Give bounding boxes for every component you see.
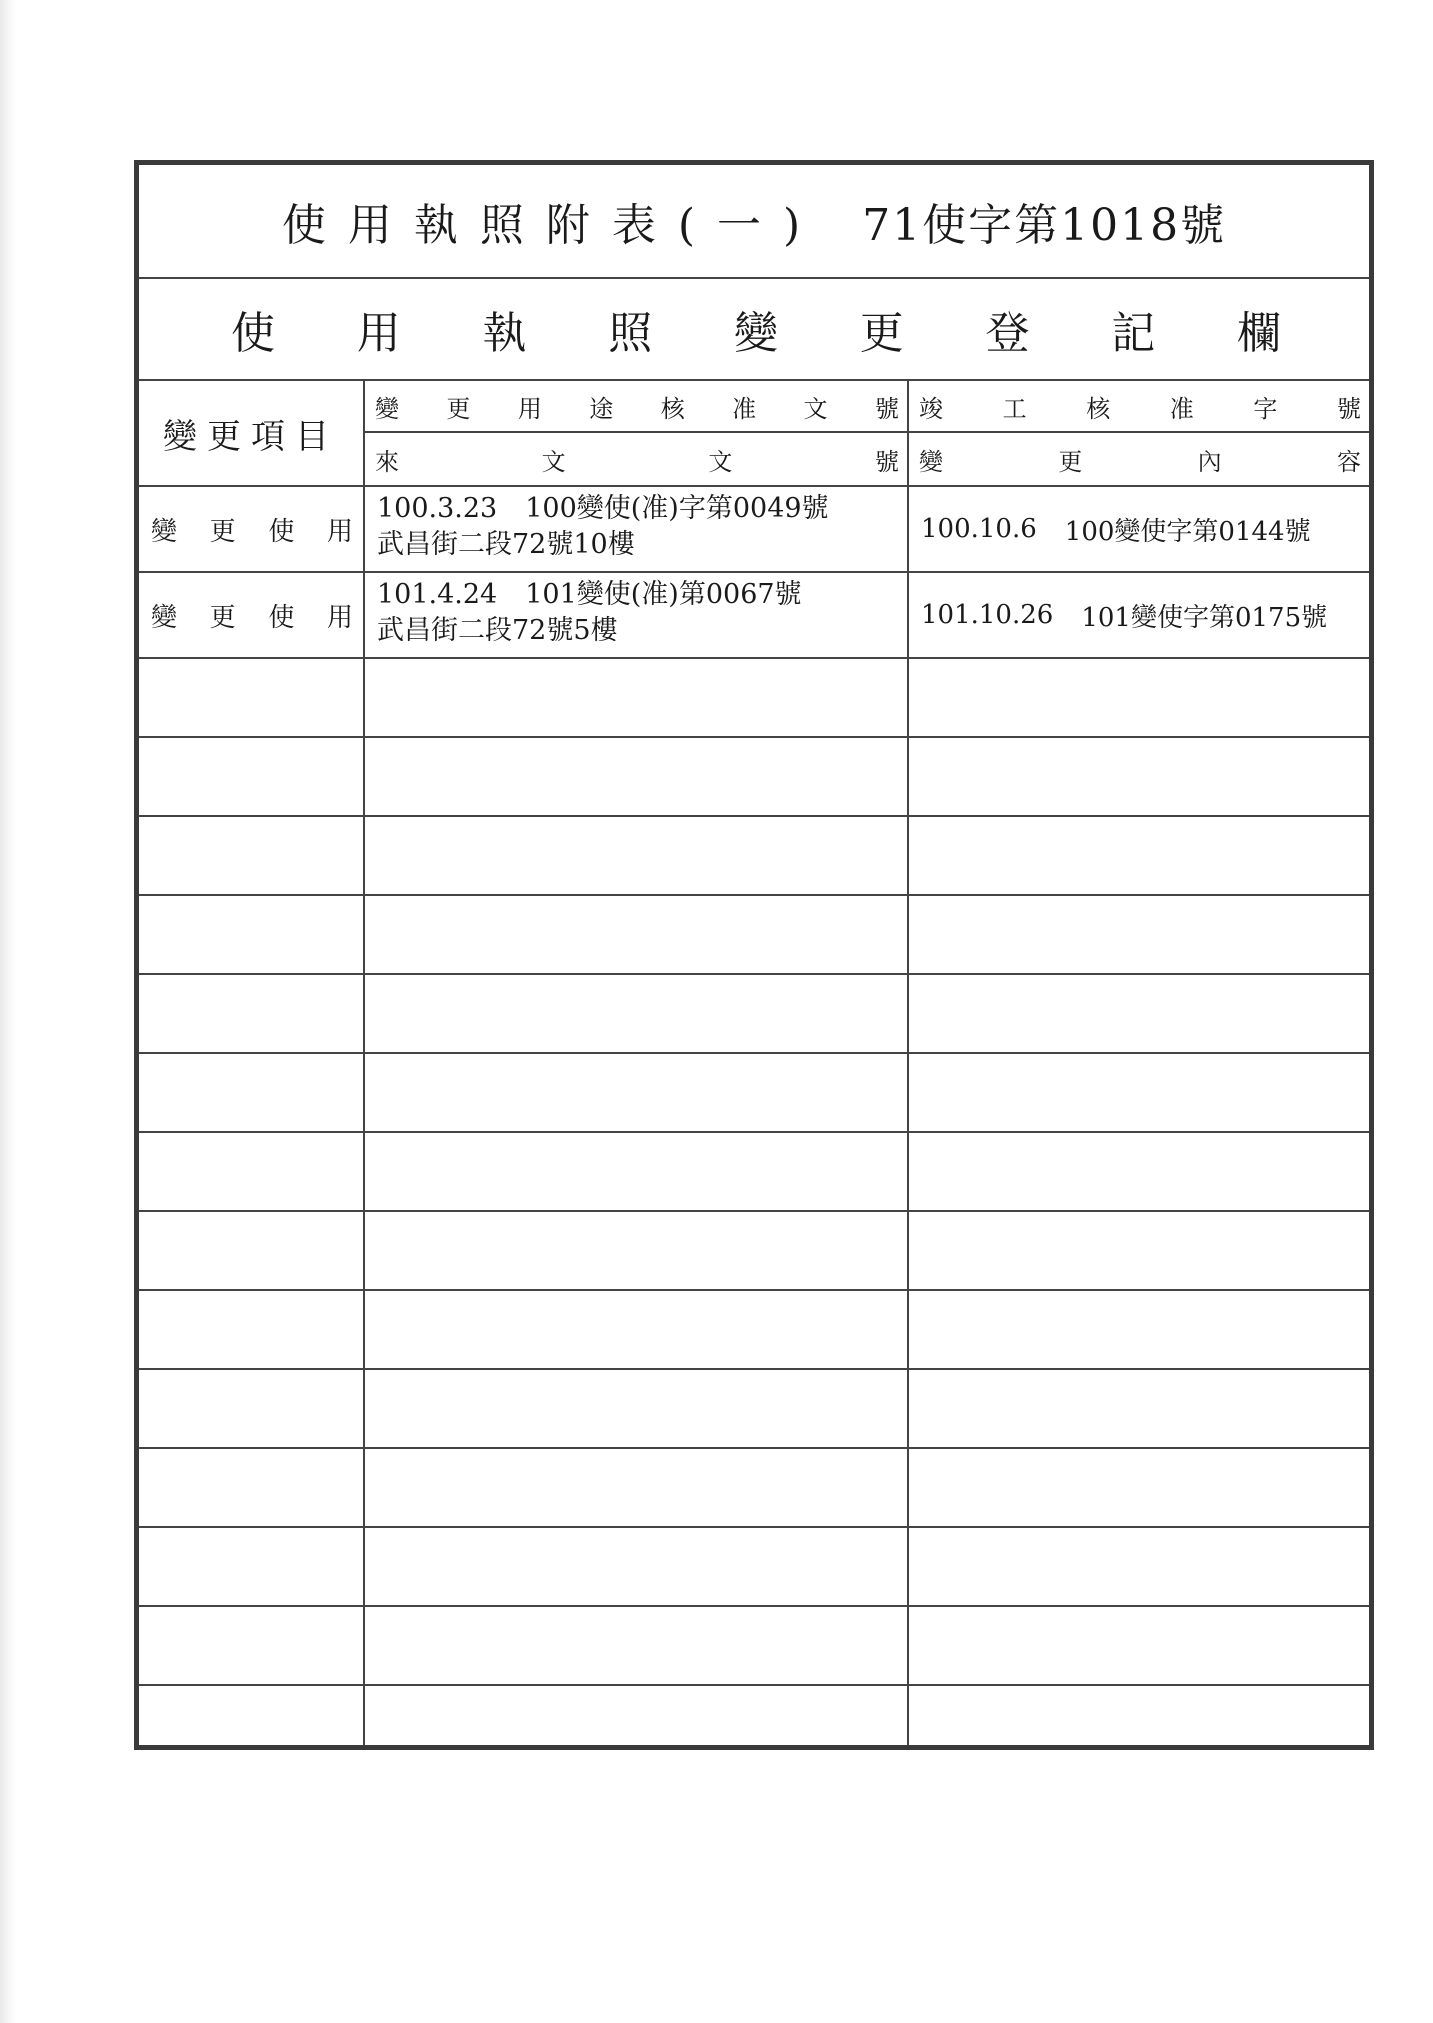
row-divider: [139, 1526, 1369, 1528]
table-row-completion: [911, 487, 1369, 571]
header-char: 字: [1253, 394, 1278, 423]
header-char: 變: [375, 394, 399, 423]
row-divider: [139, 736, 1369, 738]
header-char: 號: [1336, 394, 1361, 423]
subtitle-char: 欄: [1237, 308, 1281, 359]
item-char: 變: [151, 602, 178, 633]
row-divider: [139, 1605, 1369, 1607]
row-divider: [139, 894, 1369, 896]
scan-edge-shadow: [0, 0, 16, 2023]
approval-line: [377, 577, 897, 613]
column-divider: [907, 379, 909, 1745]
row-divider: [139, 1368, 1369, 1370]
subtitle-char: 記: [1111, 308, 1156, 359]
header-char: 核: [1086, 394, 1111, 423]
subtitle-char: 變: [734, 308, 778, 359]
form-title-main: 使用執照附表(一): [281, 200, 823, 251]
item-char: 變: [151, 516, 178, 547]
row-divider: [139, 1289, 1369, 1291]
row-divider: [139, 973, 1369, 975]
subtitle-char: 照: [608, 308, 653, 359]
subtitle-char: 登: [985, 308, 1030, 359]
header-char: 核: [660, 394, 685, 423]
address: 武昌街二段72號10樓: [377, 529, 635, 560]
header-char: 文: [541, 447, 566, 476]
row-divider: [139, 1052, 1369, 1054]
header-char: 文: [708, 447, 733, 476]
form-subtitle: [139, 279, 1369, 379]
table-row-item: [139, 487, 363, 571]
approval-line: [377, 491, 897, 527]
header-completion-no: [911, 381, 1369, 431]
form-title: [139, 165, 1369, 277]
item-char: 用: [326, 516, 353, 547]
row-divider: [139, 1447, 1369, 1449]
approval-number: 100變使(准)字第0049號: [525, 493, 829, 524]
header-char: 准: [1169, 394, 1194, 423]
header-change-content: [911, 433, 1369, 485]
completion-date: 100.10.6: [921, 514, 1037, 544]
row-divider: [139, 1684, 1369, 1686]
header-char: 准: [732, 394, 757, 423]
subtitle-char: 更: [859, 308, 904, 359]
address: 武昌街二段72號5樓: [377, 615, 618, 646]
item-char: 用: [326, 602, 353, 633]
subtitle-char: 執: [482, 308, 527, 359]
table-row-item: [139, 573, 363, 657]
column-divider: [363, 379, 365, 1745]
header-char: 文: [803, 394, 828, 423]
header-char: 竣: [919, 394, 943, 423]
item-char: 更: [209, 516, 236, 547]
item-char: 使: [268, 602, 295, 633]
table-row-approval: [367, 487, 907, 571]
header-char: 工: [1002, 394, 1027, 423]
subtitle-char: 用: [356, 308, 401, 359]
approval-date: 100.3.23: [377, 493, 498, 524]
header-char: 更: [446, 394, 471, 423]
permit-change-register-form: [134, 160, 1374, 1750]
header-char: 號: [874, 447, 899, 476]
row-divider: [139, 657, 1369, 659]
permit-number: 71使字第1018號: [862, 200, 1227, 251]
item-char: 更: [209, 602, 236, 633]
completion-number: 101變使字第0175號: [1081, 602, 1328, 633]
header-char: 用: [517, 394, 542, 423]
header-char: 來: [375, 447, 399, 476]
header-change-item: 變更項目: [163, 416, 339, 457]
header-char: 號: [874, 394, 899, 423]
completion-date: 101.10.26: [921, 600, 1054, 630]
header-approval-doc-no: [367, 381, 907, 431]
approval-number: 101變使(准)第0067號: [525, 579, 802, 610]
header-char: 內: [1197, 447, 1222, 476]
approval-date: 101.4.24: [377, 579, 498, 610]
header-char: 途: [589, 394, 614, 423]
table-row-completion: [911, 573, 1369, 657]
completion-number: 100變使字第0144號: [1064, 516, 1311, 547]
row-divider: [139, 1131, 1369, 1133]
header-char: 容: [1336, 447, 1361, 476]
table-row-approval: [367, 573, 907, 657]
row-divider: [139, 815, 1369, 817]
header-char: 更: [1058, 447, 1083, 476]
item-char: 使: [268, 516, 295, 547]
header-char: 變: [919, 447, 943, 476]
header-incoming-doc-no: [367, 433, 907, 485]
row-divider: [139, 1210, 1369, 1212]
subtitle-char: 使: [231, 308, 275, 359]
